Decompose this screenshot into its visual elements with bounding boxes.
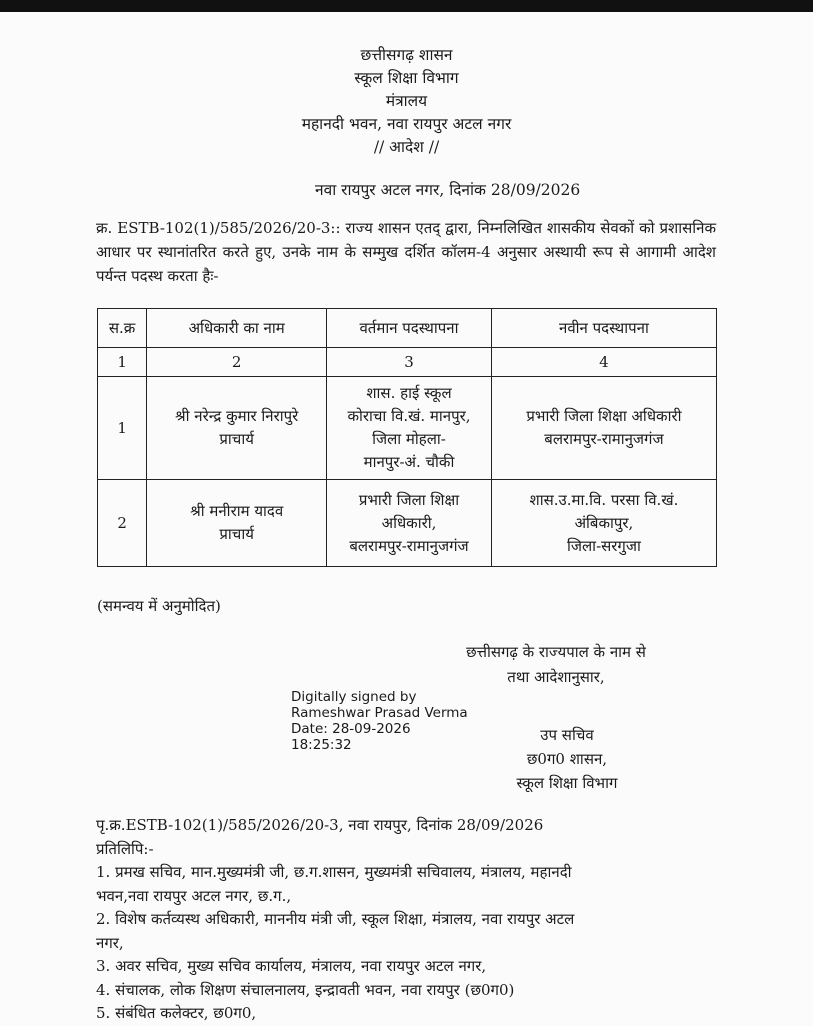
officer-cell bbox=[147, 377, 327, 480]
transfer-table bbox=[97, 308, 717, 567]
header-order-title: // आदेश // bbox=[373, 138, 440, 156]
column-number-row bbox=[98, 348, 717, 377]
row-sno: 2 bbox=[98, 480, 147, 567]
header-new-posting: नवीन पदस्थापना bbox=[491, 309, 716, 348]
current-posting-cell bbox=[327, 480, 492, 567]
officer-name: श्री नरेन्द्र कुमार निरापुरे bbox=[175, 407, 299, 425]
new-posting-line: शास.उ.मा.वि. परसा वि.खं. bbox=[529, 490, 679, 509]
header-department: स्कूल शिक्षा विभाग bbox=[354, 69, 459, 87]
copy-recipient-line: 3. अवर सचिव, मुख्य सचिव कार्यालय, मंत्रालय, नवा रायपुर अटल नगर, bbox=[96, 957, 487, 975]
copy-recipient-line: 1. प्रमख सचिव, मान.मुख्यमंत्री जी, छ.ग.शासन, मुख्यमंत्री सचिवालय, मंत्रालय, महानदी bbox=[96, 863, 572, 881]
copy-recipient-line: भवन,नवा रायपुर अटल नगर, छ.ग., bbox=[96, 886, 292, 905]
digital-signature bbox=[291, 689, 468, 753]
current-posting-line: प्रभारी जिला शिक्षा bbox=[358, 490, 460, 509]
new-posting-line: प्रभारी जिला शिक्षा अधिकारी bbox=[526, 407, 682, 425]
letter-header bbox=[0, 44, 813, 159]
new-posting-cell bbox=[491, 480, 716, 567]
endorsement-ref: पृ.क्र.ESTB-102(1)/585/2026/20-3, नवा रायपुर, दिनांक 28/09/2026 bbox=[96, 816, 544, 834]
endorsement-section bbox=[96, 814, 726, 1026]
order-paragraph: क्र. ESTB-102(1)/585/2026/20-3:: राज्य शासन एतद् द्वारा, निम्नलिखित शासकीय सेवकों को प्रशासनिक आधार पर स्थानांतरित करते हुए, उनके नाम के सम्मुख दर्शित कॉलम-4 अनुसार अस्थायी रूप से आगामी आदेश पर्यन्त पदस्थ करता हैः- bbox=[96, 219, 716, 285]
current-posting-line: कोराचा वि.खं. मानपुर, bbox=[347, 407, 471, 425]
column-number: 2 bbox=[147, 348, 327, 377]
governor-line: छत्तीसगढ़ के राज्यपाल के नाम से bbox=[466, 643, 646, 661]
current-posting-cell bbox=[327, 377, 492, 480]
header-sno: स.क्र bbox=[98, 309, 147, 348]
signature-line: Digitally signed by bbox=[291, 689, 417, 705]
column-number: 4 bbox=[491, 348, 716, 377]
header-address: महानदी भवन, नवा रायपुर अटल नगर bbox=[301, 115, 512, 133]
new-posting-line: बलरामपुर-रामानुजगंज bbox=[544, 430, 664, 448]
signature-time: 18:25:32 bbox=[291, 737, 352, 753]
current-posting-line: शास. हाई स्कूल bbox=[366, 384, 452, 402]
signature-name: Rameshwar Prasad Verma bbox=[291, 705, 468, 721]
governor-line: तथा आदेशानुसार, bbox=[507, 668, 605, 686]
new-posting-line: जिला-सरगुजा bbox=[567, 536, 641, 555]
signatory-title: उप सचिव bbox=[540, 726, 594, 744]
table-header-row bbox=[98, 309, 717, 348]
header-name: अधिकारी का नाम bbox=[147, 309, 327, 348]
officer-name: श्री मनीराम यादव bbox=[190, 502, 284, 520]
date-line: नवा रायपुर अटल नगर, दिनांक 28/09/2026 bbox=[315, 181, 581, 199]
signatory-designation bbox=[492, 723, 642, 795]
top-border bbox=[0, 0, 813, 12]
row-sno: 1 bbox=[98, 377, 147, 480]
header-government: छत्तीसगढ़ शासन bbox=[360, 46, 453, 64]
current-posting-line: जिला मोहला- bbox=[372, 430, 446, 448]
governor-authority bbox=[446, 640, 666, 690]
copy-recipient-line: नगर, bbox=[96, 933, 124, 952]
current-posting-line: अधिकारी, bbox=[381, 513, 437, 532]
column-number: 3 bbox=[327, 348, 492, 377]
new-posting-cell bbox=[491, 377, 716, 480]
officer-designation: प्राचार्य bbox=[219, 525, 254, 543]
column-number: 1 bbox=[98, 348, 147, 377]
copy-recipient-line: 5. संबंधित कलेक्टर, छ0ग0, bbox=[96, 1004, 257, 1022]
copy-recipient-line: 4. संचालक, लोक शिक्षण संचालनालय, इन्द्रावती भवन, नवा रायपुर (छ0ग0) bbox=[96, 980, 515, 999]
new-posting-line: अंबिकापुर, bbox=[574, 513, 634, 532]
officer-cell bbox=[147, 480, 327, 567]
table-row bbox=[98, 377, 717, 480]
header-ministry: मंत्रालय bbox=[385, 92, 428, 110]
officer-designation: प्राचार्य bbox=[219, 430, 254, 448]
approval-note: (समन्वय में अनुमोदित) bbox=[97, 597, 221, 615]
signatory-govt: छ0ग0 शासन, bbox=[526, 750, 608, 768]
current-posting-line: बलरामपुर-रामानुजगंज bbox=[349, 536, 469, 555]
signature-date: Date: 28-09-2026 bbox=[291, 721, 411, 737]
signatory-dept: स्कूल शिक्षा विभाग bbox=[516, 774, 618, 792]
copy-label: प्रतिलिपि:- bbox=[96, 839, 154, 858]
table-row bbox=[98, 480, 717, 567]
current-posting-line: मानपुर-अं. चौकी bbox=[363, 453, 455, 471]
header-current-posting: वर्तमान पदस्थापना bbox=[327, 309, 492, 348]
copy-recipient-line: 2. विशेष कर्तव्यस्थ अधिकारी, माननीय मंत्री जी, स्कूल शिक्षा, मंत्रालय, नवा रायपुर अटल bbox=[96, 910, 575, 928]
